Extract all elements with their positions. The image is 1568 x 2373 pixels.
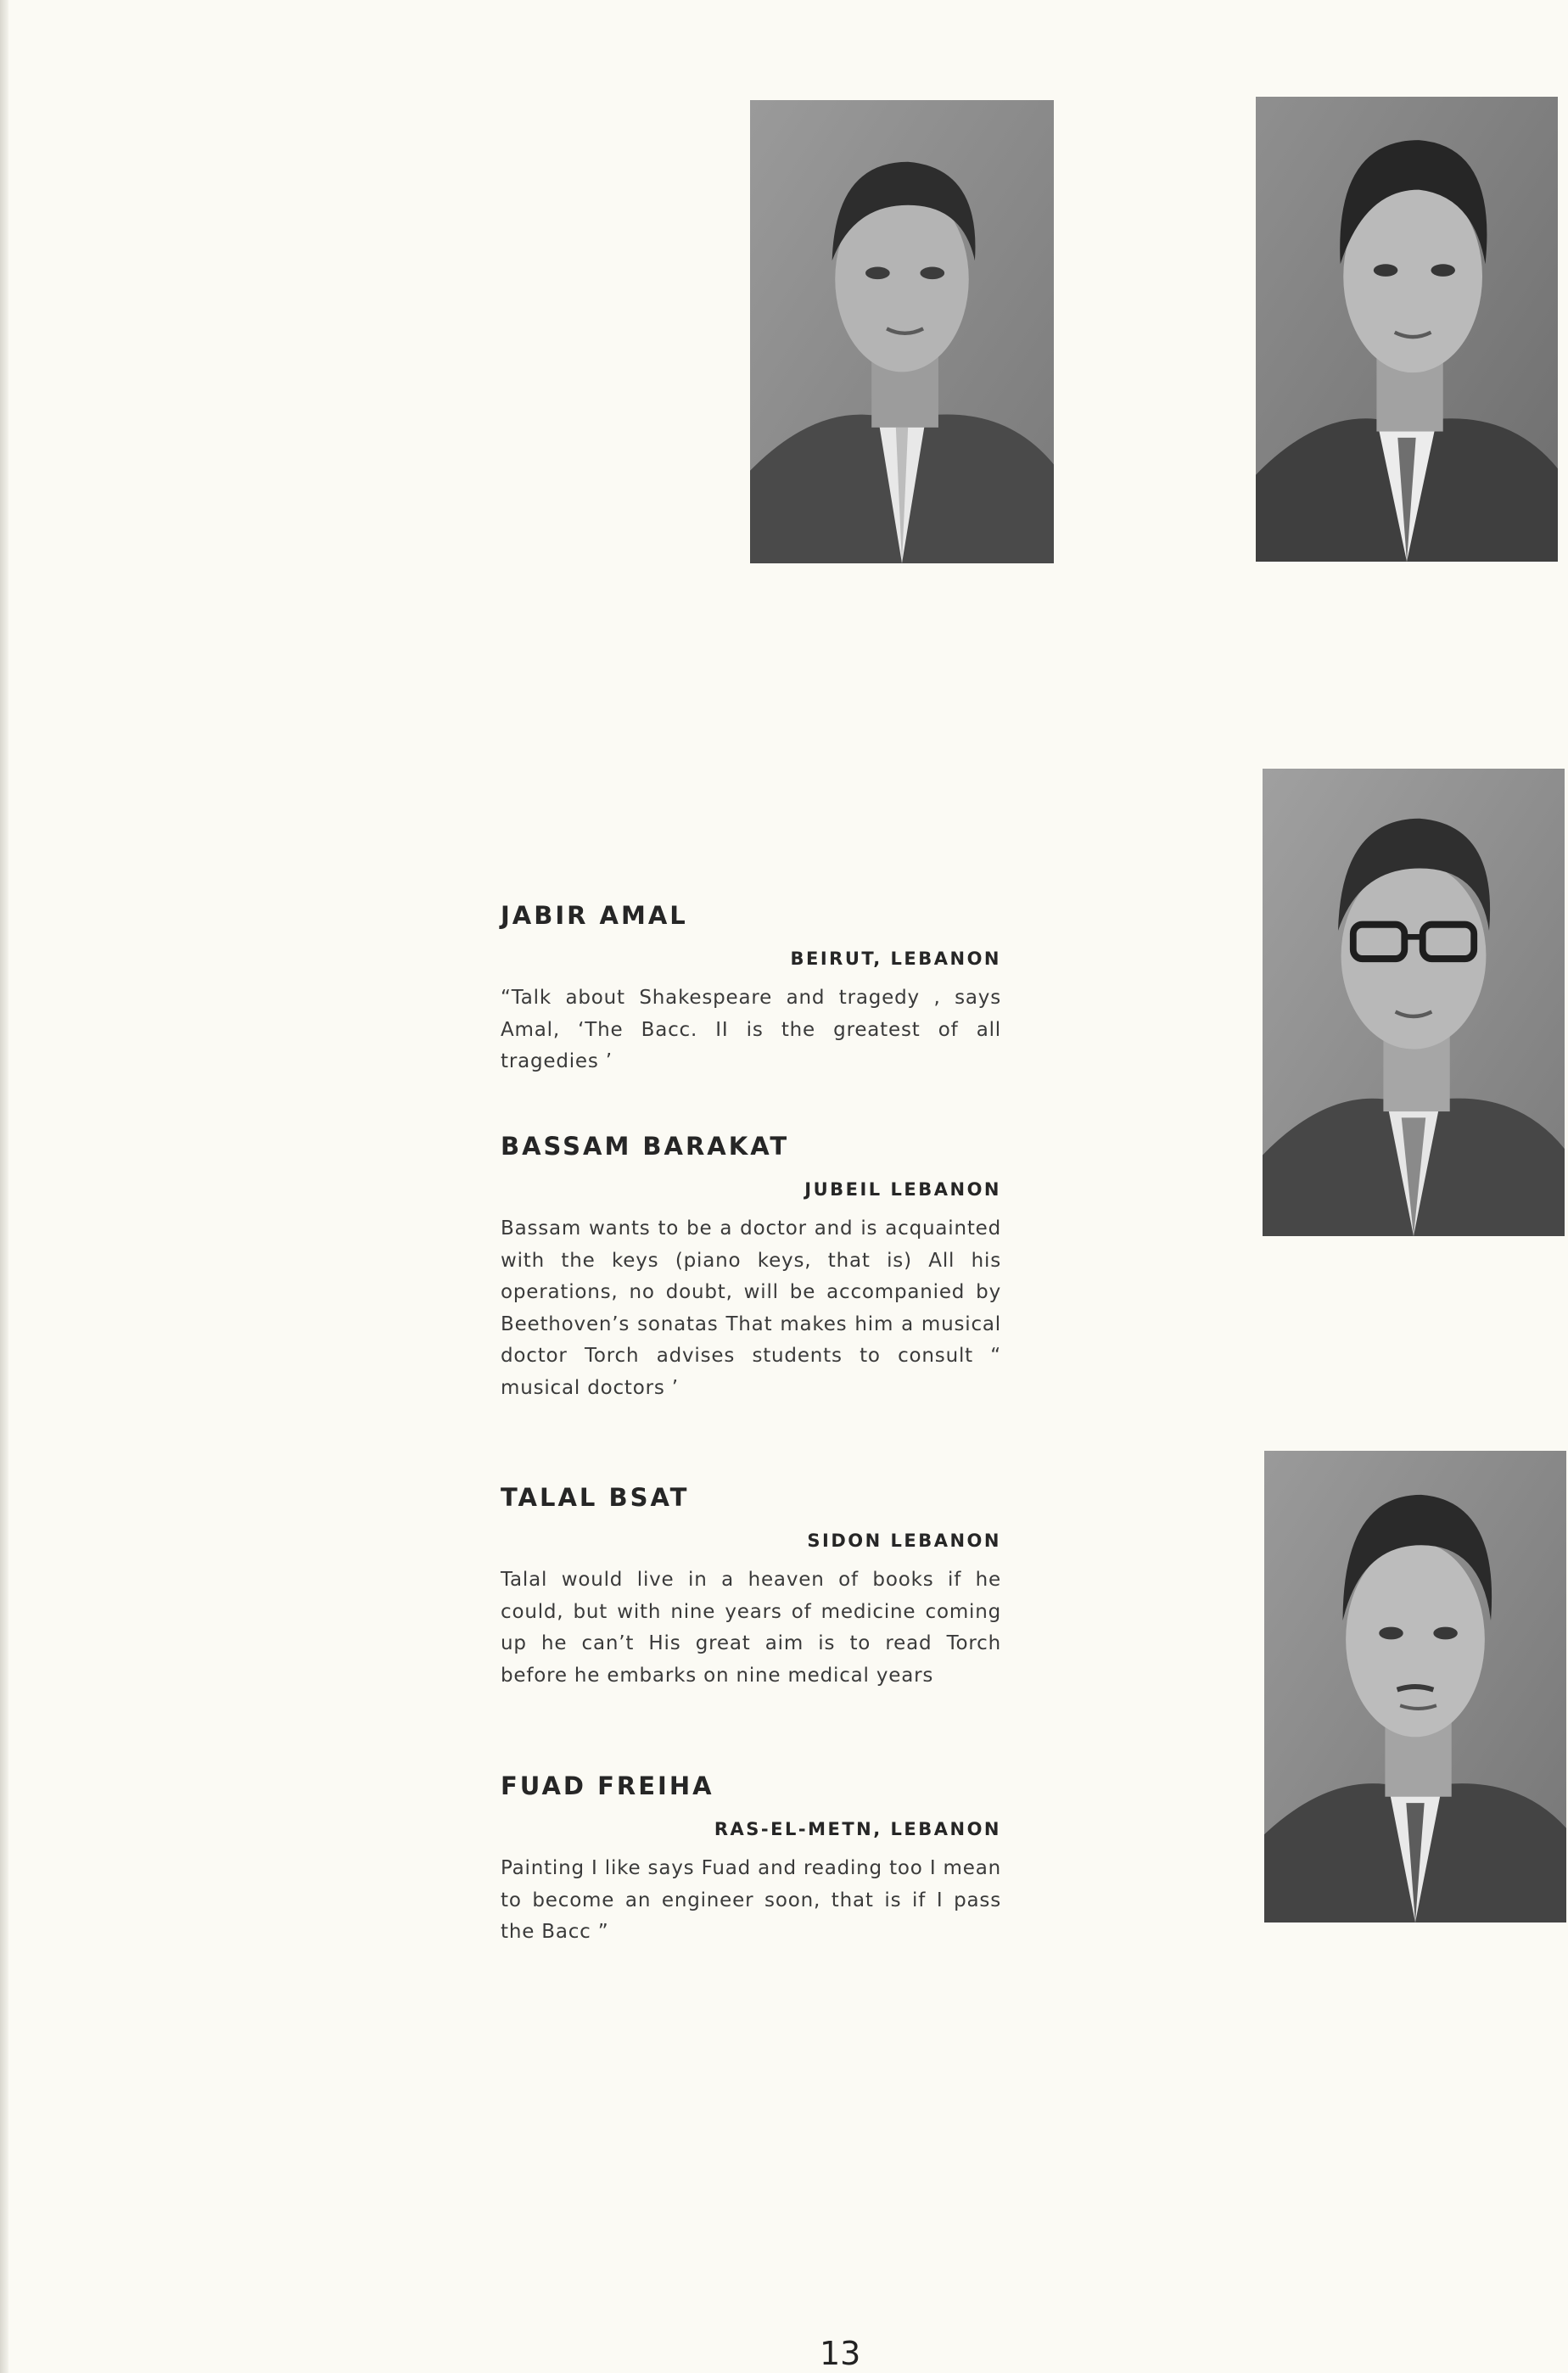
portrait-icon xyxy=(750,100,1054,563)
portrait-photo-fuad-freiha xyxy=(1264,1451,1566,1922)
portrait-photo-talal-bsat xyxy=(1263,769,1565,1236)
student-hometown: RAS-EL-METN, LEBANON xyxy=(714,1819,1001,1839)
student-name: FUAD FREIHA xyxy=(501,1771,714,1800)
student-hometown: BEIRUT, LEBANON xyxy=(790,949,1001,969)
portrait-photo-jabir-amal xyxy=(750,100,1054,563)
student-hometown: SIDON LEBANON xyxy=(807,1531,1001,1551)
portrait-icon xyxy=(1256,97,1558,562)
student-bio: Bassam wants to be a doctor and is acquainted with the keys (piano keys, that is) All his operations, no doubt, will be accompanied by Beethoven’s sonatas That makes him a musical doctor Torch advises students to consult “ musical doctors ’ xyxy=(501,1217,1001,1399)
student-bio: Painting I like says Fuad and reading too I mean to become an engineer soon, that is if I pass the Bacc ” xyxy=(501,1857,1001,1943)
page-number: 13 xyxy=(820,2335,861,2372)
student-entry xyxy=(501,1771,1001,1968)
student-hometown: JUBEIL LEBANON xyxy=(804,1179,1001,1200)
portrait-icon xyxy=(1264,1451,1566,1922)
portrait-icon xyxy=(1263,769,1565,1236)
student-entry xyxy=(501,1483,1001,1711)
student-entry xyxy=(501,901,1001,1098)
student-bio: “Talk about Shakespeare and tragedy , says Amal, ‘The Bacc. II is the greatest of all tragedies ’ xyxy=(501,987,1001,1072)
student-name: JABIR AMAL xyxy=(501,901,688,930)
student-bio: Talal would live in a heaven of books if he could, but with nine years of medicine coming up he can’t His great aim is to read Torch before he embarks on nine medical years xyxy=(501,1569,1001,1687)
page-binding-edge xyxy=(0,0,8,2373)
student-name: TALAL BSAT xyxy=(501,1483,690,1512)
portrait-photo-bassam-barakat xyxy=(1256,97,1558,562)
student-entry xyxy=(501,1132,1001,1424)
student-name: BASSAM BARAKAT xyxy=(501,1132,790,1161)
